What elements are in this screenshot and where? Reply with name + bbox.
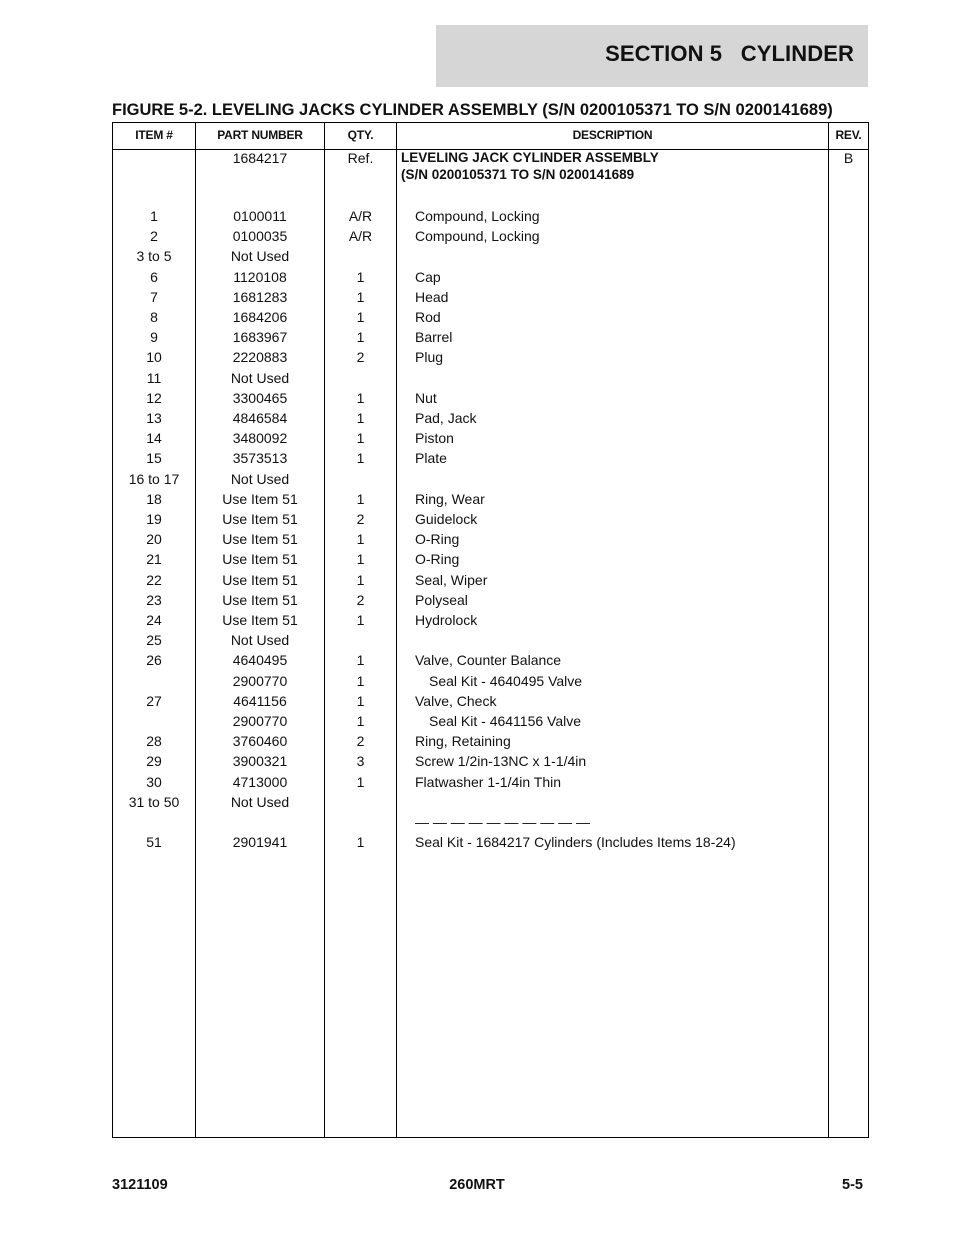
quantity: 1: [356, 289, 365, 305]
item-number: 28: [146, 733, 162, 749]
item-number: 26: [146, 652, 162, 668]
quantity: 1: [356, 693, 365, 709]
assembly-rev: B: [843, 150, 854, 166]
description: Screw 1/2in-13NC x 1-1/4in: [415, 753, 587, 769]
part-number: Not Used: [230, 794, 290, 810]
assembly-qty: Ref.: [347, 150, 374, 166]
description: Polyseal: [415, 592, 468, 608]
description: Seal Kit - 4641156 Valve: [429, 713, 582, 729]
quantity: 1: [356, 551, 365, 567]
description: Seal, Wiper: [415, 572, 488, 588]
part-number: 1681283: [232, 289, 288, 305]
column-divider: [828, 123, 829, 1137]
item-number: 8: [150, 309, 158, 325]
quantity: 1: [356, 309, 365, 325]
header-rev: REV.: [835, 128, 862, 142]
item-number: 27: [146, 693, 162, 709]
part-number: Not Used: [230, 370, 290, 386]
description: Ring, Wear: [415, 491, 485, 507]
description: Hydrolock: [415, 612, 478, 628]
description: Seal Kit - 1684217 Cylinders (Includes Items 18-24): [415, 834, 736, 850]
description: Piston: [415, 430, 454, 446]
part-number: 3573513: [232, 450, 288, 466]
part-number: 4846584: [232, 410, 288, 426]
part-number: 4640495: [232, 652, 288, 668]
part-number: Use Item 51: [222, 491, 298, 507]
item-number: 13: [146, 410, 162, 426]
assembly-part-number: 1684217: [232, 150, 288, 166]
part-number: 1683967: [232, 329, 288, 345]
quantity: 2: [356, 592, 365, 608]
item-number: 21: [146, 551, 162, 567]
part-number: Not Used: [230, 632, 290, 648]
item-number: 16 to 17: [128, 471, 180, 487]
item-number: 12: [146, 390, 162, 406]
part-number: 3900321: [232, 753, 288, 769]
description: Plug: [415, 349, 444, 365]
item-number: 1: [150, 208, 158, 224]
section-banner: [436, 25, 868, 87]
item-number: 25: [146, 632, 162, 648]
part-number: Use Item 51: [222, 551, 298, 567]
header-qty: QTY.: [347, 128, 374, 142]
part-number: 3480092: [232, 430, 288, 446]
section-title: SECTION 5 CYLINDER: [605, 41, 854, 66]
part-number: 0100035: [232, 228, 288, 244]
item-number: 14: [146, 430, 162, 446]
item-number: 7: [150, 289, 158, 305]
description: Flatwasher 1-1/4in Thin: [415, 774, 562, 790]
description: Guidelock: [415, 511, 478, 527]
part-number: 2220883: [232, 349, 288, 365]
footer-page-number: 5-5: [842, 1177, 863, 1193]
part-number: Use Item 51: [222, 612, 298, 628]
item-number: 10: [146, 349, 162, 365]
part-number: Use Item 51: [222, 511, 298, 527]
footer-doc-number: 3121109: [112, 1177, 168, 1193]
quantity: 1: [356, 430, 365, 446]
quantity: 2: [356, 511, 365, 527]
quantity: 1: [356, 531, 365, 547]
quantity: 1: [356, 329, 365, 345]
description: Compound, Locking: [415, 228, 540, 244]
quantity: 2: [356, 349, 365, 365]
part-number: 1684206: [232, 309, 288, 325]
part-number: 4641156: [233, 693, 287, 709]
item-number: 2: [150, 228, 158, 244]
item-number: 11: [146, 370, 162, 386]
quantity: 1: [356, 572, 365, 588]
quantity: 1: [356, 450, 365, 466]
column-divider: [396, 123, 397, 1137]
parts-table: [112, 122, 869, 1138]
part-number: 2901941: [232, 834, 288, 850]
part-number: Not Used: [230, 248, 290, 264]
item-number: 15: [146, 450, 162, 466]
assembly-title: LEVELING JACK CYLINDER ASSEMBLY: [401, 150, 659, 165]
item-number: 23: [146, 592, 162, 608]
item-number: 31 to 50: [128, 794, 180, 810]
part-number: 0100011: [233, 208, 287, 224]
part-number: Use Item 51: [222, 572, 298, 588]
part-number: 4713000: [232, 774, 288, 790]
item-number: 20: [146, 531, 162, 547]
description: — — — — — — — — — —: [415, 814, 591, 830]
quantity: 1: [356, 410, 365, 426]
header-item: ITEM #: [135, 128, 173, 142]
description: Seal Kit - 4640495 Valve: [429, 673, 583, 689]
item-number: 30: [146, 774, 162, 790]
description: Rod: [415, 309, 441, 325]
quantity: 1: [356, 713, 365, 729]
item-number: 3 to 5: [136, 248, 172, 264]
quantity: 2: [356, 733, 365, 749]
description: Nut: [415, 390, 437, 406]
part-number: 1120108: [233, 269, 287, 285]
item-number: 24: [146, 612, 162, 628]
item-number: 19: [146, 511, 162, 527]
quantity: 1: [356, 491, 365, 507]
part-number: 3300465: [232, 390, 288, 406]
description: Cap: [415, 269, 441, 285]
part-number: 3760460: [232, 733, 288, 749]
description: Plate: [415, 450, 447, 466]
item-number: 29: [146, 753, 162, 769]
description: Valve, Counter Balance: [415, 652, 562, 668]
header-part-number: PART NUMBER: [217, 128, 303, 142]
quantity: 1: [356, 834, 365, 850]
header-description: DESCRIPTION: [572, 128, 653, 142]
quantity: 1: [356, 612, 365, 628]
part-number: Use Item 51: [222, 531, 298, 547]
description: Valve, Check: [415, 693, 497, 709]
description: O-Ring: [415, 531, 460, 547]
item-number: 51: [146, 834, 162, 850]
quantity: 3: [356, 753, 365, 769]
description: Pad, Jack: [415, 410, 477, 426]
item-number: 22: [146, 572, 162, 588]
quantity: 1: [356, 390, 365, 406]
item-number: 18: [146, 491, 162, 507]
quantity: A/R: [348, 208, 373, 224]
quantity: 1: [356, 673, 365, 689]
part-number: 2900770: [232, 673, 288, 689]
item-number: 9: [150, 329, 158, 345]
quantity: 1: [356, 774, 365, 790]
description: Ring, Retaining: [415, 733, 511, 749]
quantity: 1: [356, 269, 365, 285]
assembly-serial-range: (S/N 0200105371 TO S/N 0200141689: [401, 167, 635, 182]
item-number: 6: [150, 269, 158, 285]
description: Head: [415, 289, 449, 305]
part-number: 2900770: [232, 713, 288, 729]
description: O-Ring: [415, 551, 460, 567]
description: Barrel: [415, 329, 453, 345]
part-number: Not Used: [230, 471, 290, 487]
figure-title: FIGURE 5-2. LEVELING JACKS CYLINDER ASSEMBLY (S/N 0200105371 TO S/N 0200141689): [112, 101, 833, 119]
part-number: Use Item 51: [222, 592, 298, 608]
footer-model: 260MRT: [449, 1177, 505, 1193]
description: Compound, Locking: [415, 208, 540, 224]
quantity: A/R: [348, 228, 373, 244]
quantity: 1: [356, 652, 365, 668]
